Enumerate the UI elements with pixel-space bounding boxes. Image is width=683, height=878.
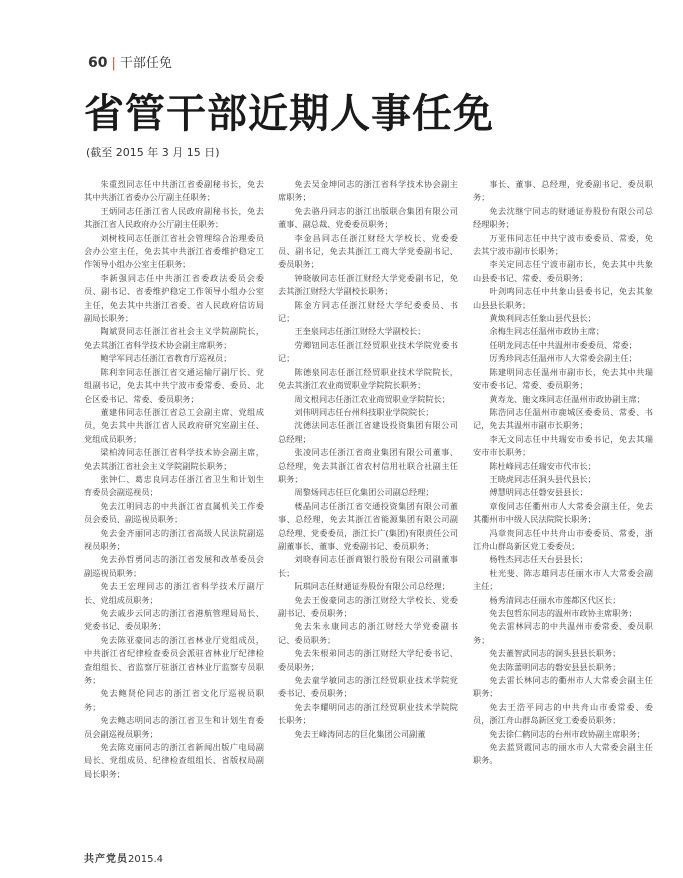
appointment-paragraph: 杜光斐、陈志雄同志任丽水市人大常委会副主任； [473,567,653,592]
appointment-paragraph: 刘晓春同志任浙商银行股份有限公司副董事长； [278,554,458,578]
appointment-paragraph: 免去雷长林同志的衢州市人大常委会副主任职务； [473,675,653,699]
page-header [88,52,172,71]
appointment-paragraph: 梁柏涛同志任浙江省科学技术协会副主席，免去其浙江省社会主义学院副院长职务； [84,447,264,471]
appointment-paragraph: 免去王峰涛同志的巨化集团公司副董 [294,728,426,739]
page-number: 60 [88,55,108,71]
appointment-paragraph: 陶斌贤同志任浙江省社会主义学院副院长，免去其浙江省科学技术协会副主席职务； [84,326,264,350]
appointment-paragraph: 李金昌同志任浙江财经大学校长、党委委员、副书记，免去其浙江工商大学党委副书记、委员职务； [278,232,458,270]
appointment-paragraph: 事长、董事、总经理，党委副书记、委员职务； [473,179,653,203]
appointment-paragraph: 免去陈亚豪同志的浙江省林业厅党组成员，中共浙江省纪律检查委员会派驻省林业厅纪律检查组组长、省监察厅驻浙江省林业厅监察专员职务； [84,634,264,686]
appointment-paragraph: 阮琪同志任财通证券股份有限公司总经理； [294,581,450,592]
appointment-paragraph: 王晓虎同志任洞头县代县长； [489,473,596,484]
appointment-paragraph: 免去朱永康同志的浙江财经大学党委副书记、委员职务； [278,621,458,645]
appointment-paragraph: 张凌同志任浙江省商业集团有限公司董事、总经理，免去其浙江省农村信用社联合社副主任职务； [278,447,458,484]
appointment-paragraph: 免去骆丹同志的浙江出版联合集团有限公司董事、副总裁、党委委员职务； [278,205,458,230]
appointment-paragraph: 冯章贵同志任中共舟山市委委员、常委，浙江舟山群岛新区党工委委员； [473,527,653,551]
appointment-paragraph: 免去沈继宁同志的财通证券股份有限公司总经理职务； [473,205,653,230]
text-column-1 [84,178,264,781]
appointment-paragraph: 刘树枝同志任浙江省社会管理综合治理委员会办公室主任，免去其中共浙江省委维护稳定工作领导小组办公室主任职务； [84,232,264,270]
appointment-paragraph: 免去朱根弟同志的浙江财经大学纪委书记、委员职务； [278,648,458,672]
appointment-paragraph: 免去吴金坤同志的浙江省科学技术协会副主席职务； [278,179,458,203]
appointment-paragraph: 余梅生同志任温州市政协主席； [489,326,605,337]
article-date-note: (截至 2015 年 3 月 15 日) [86,146,220,159]
appointment-paragraph: 周文根同志任浙江农业商贸职业学院院长； [294,393,450,404]
appointment-paragraph: 免去王俊豪同志的浙江财经大学校长、党委副书记、委员职务； [278,594,458,618]
appointment-paragraph: 李无文同志任中共瑞安市委书记，免去其瑞安市市长职务； [473,433,653,458]
appointment-paragraph: 楼晶同志任浙江省交通投资集团有限公司董事、总经理，免去其浙江省能源集团有限公司副总经理、党委委员，浙江长广(集团)有限责任公司副董事长、董事、党委副书记、委员职务； [278,500,458,551]
appointment-paragraph: 傅慧明同志任磐安县县长； [489,487,588,498]
appointment-paragraph: 免去李耀明同志的浙江经贸职业技术学院院长职务； [278,701,458,726]
appointment-paragraph: 免去陈蕾明同志的磐安县县长职务； [489,661,621,672]
appointment-paragraph: 免去王浩平同志的中共舟山市委常委、委员，浙江舟山群岛新区党工委委员职务； [473,701,653,726]
appointment-paragraph: 李关定同志任宁波市副市长，免去其中共象山县委书记、常委、委员职务； [473,259,653,283]
appointment-paragraph: 免去戚步云同志的浙江省港航管理局局长、党委书记、委员职务； [84,608,264,632]
appointment-paragraph: 免去金齐丽同志的浙江省高级人民法院副巡视员职务； [84,527,264,551]
appointment-paragraph: 免去包哲东同志的温州市政协主席职务； [489,608,637,618]
appointment-paragraph: 杨牲杰同志任天台县县长； [489,554,588,565]
appointment-paragraph: 免去童学敏同志的浙江经贸职业技术学院党委书记、委员职务； [278,675,458,699]
appointment-paragraph: 陈利幸同志任浙江省交通运输厅副厅长、党组副书记，免去其中共宁波市委常委、委员、北仑区委书记、常委、委员职务； [84,366,264,404]
appointment-paragraph: 杨秀清同志任丽水市莲都区代区长； [489,594,621,605]
appointment-paragraph: 沈德法同志任浙江省建设投资集团有限公司总经理； [278,420,458,444]
appointment-paragraph: 免去雷林同志的中共温州市委常委、委员职务； [473,621,653,645]
appointment-paragraph: 章俊同志任衢州市人大常委会副主任，免去其衢州市中级人民法院院长职务； [473,500,653,525]
appointment-paragraph: 黄寿龙、施文珠同志任温州市政协副主席； [489,393,645,404]
appointment-paragraph: 陈德泉同志任浙江经贸职业技术学院院长，免去其浙江农业商贸职业学院院长职务； [278,366,458,391]
appointment-paragraph: 钟晓敏同志任浙江财经大学党委副书记，免去其浙江财经大学副校长职务； [278,272,458,297]
appointment-paragraph: 王炳同志任浙江省人民政府副秘书长，免去其浙江省人民政府办公厅副主任职务； [84,205,264,230]
appointment-paragraph: 李新强同志任中共浙江省委政法委员会委员、副书记、省委维护稳定工作领导小组办公室主任，免去其中共浙江省委、省人民政府信访局副局长职务； [84,272,264,324]
text-column-2 [278,178,458,741]
appointment-paragraph: 陈金方同志任浙江财经大学纪委委员、书记； [278,299,458,324]
appointment-paragraph: 万亚伟同志任中共宁波市委委员、常委，免去其宁波市副市长职务； [473,232,653,257]
appointment-paragraph: 周黎炀同志任巨化集团公司副总经理； [294,487,434,498]
appointment-paragraph: 朱重烈同志任中共浙江省委副秘书长，免去其中共浙江省委办公厅副主任职务； [84,179,264,203]
appointment-paragraph: 陈建明同志任温州市副市长，免去其中共瑞安市委书记、常委、委员职务； [473,366,653,391]
appointment-paragraph: 任明龙同志任中共温州市委委员、常委； [489,339,637,350]
issue-number: 2015.4 [128,854,163,865]
appointment-paragraph: 刘伟明同志任台州科技职业学院院长； [294,406,434,417]
appointment-paragraph: 免去孙哲勇同志的浙江省发展和改革委员会副巡视员职务； [84,554,264,578]
appointment-paragraph: 免去蓝贤霞同志的丽水市人大常委会副主任职务。 [473,742,653,766]
appointment-paragraph: 董建伟同志任浙江省总工会副主席、党组成员，免去其中共浙江省人民政府研究室副主任、党组成员职务； [84,406,264,444]
article-title: 省管干部近期人事任免 [84,91,494,137]
appointment-paragraph: 厉秀珍同志任温州市人大常委会副主任； [489,353,637,364]
appointment-paragraph: 叶剑鸣同志任中共象山县委书记，免去其象山县县长职务； [473,286,653,310]
appointment-paragraph: 免去陈克丽同志的浙江省新闻出版广电局副局长、党组成员、纪律检查组组长、省版权局副局长职务； [84,742,264,779]
appointment-paragraph: 鲍学军同志任浙江省教育厅巡视员； [100,353,232,364]
section-name: 干部任免 [119,56,172,71]
appointment-paragraph: 免去徐仁鹤同志的台州市政协副主席职务； [489,728,645,739]
appointment-paragraph: 黄焕利同志任象山县代县长； [489,313,596,324]
appointment-paragraph: 陈杜峰同志任瑞安市代市长； [489,460,596,471]
appointment-paragraph: 免去鲍志明同志的浙江省卫生和计划生育委员会副巡视员职务； [84,715,264,739]
appointment-paragraph: 免去董智武同志的洞头县县长职务； [489,648,621,659]
appointment-paragraph: 免去江明同志的中共浙江省直属机关工作委员会委员、副巡视员职务； [84,500,264,525]
magazine-name: 共产党员 [84,854,128,865]
appointment-paragraph: 张钟仁、葛忠良同志任浙江省卫生和计划生育委员会副巡视员； [84,473,264,498]
appointment-paragraph: 免去王宏理同志的浙江省科学技术厅副厅长、党组成员职务； [84,581,264,605]
appointment-paragraph: 王奎泉同志任浙江财经大学副校长； [294,326,426,337]
appointment-paragraph: 劳卿钮同志任浙江经贸职业技术学院党委书记； [278,339,458,364]
page-footer [84,850,163,865]
text-column-3 [473,178,653,768]
appointment-paragraph: 免去鲍贤伦同志的浙江省文化厅巡视员职务； [84,688,264,712]
appointment-paragraph: 陈浩同志任温州市鹿城区委委员、常委、书记，免去其温州市副市长职务； [473,406,653,431]
header-separator: | [111,56,116,71]
